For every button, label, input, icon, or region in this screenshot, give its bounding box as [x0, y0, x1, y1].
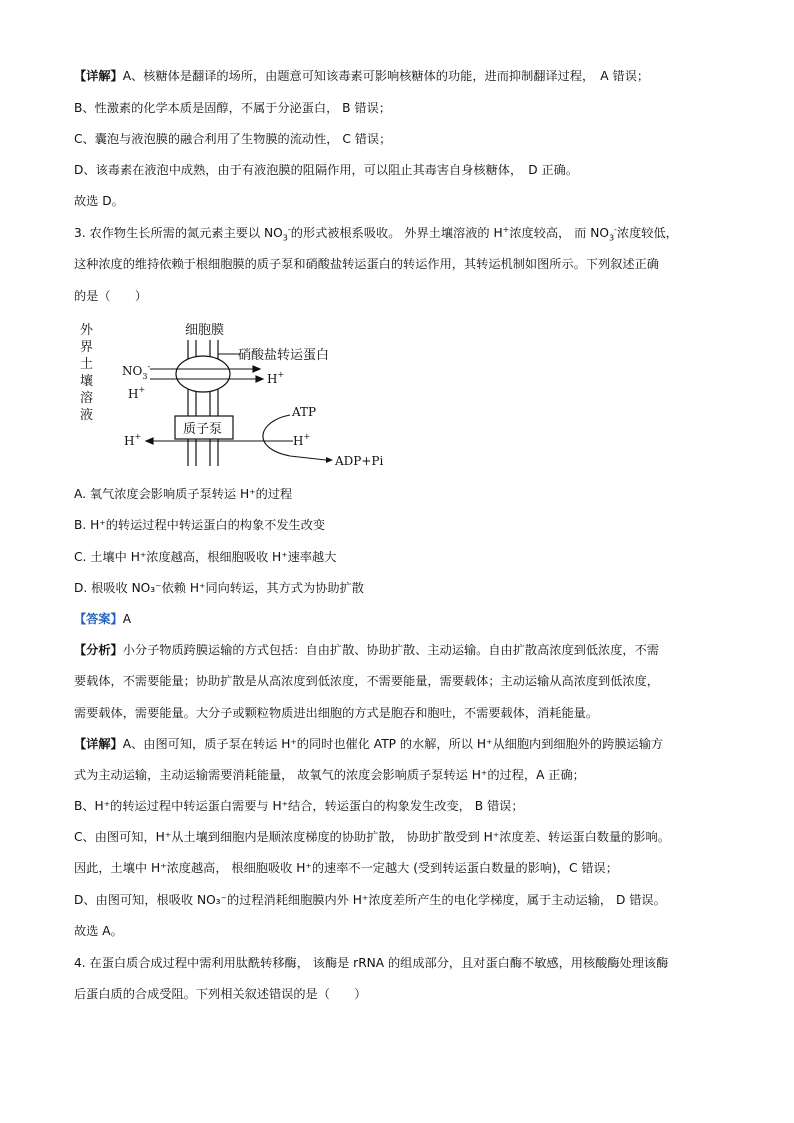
q3-explain-b: B、H⁺的转运过程中转运蛋白需要与 H⁺结合，转运蛋白的构象发生改变， B 错误；: [74, 799, 524, 813]
q3-stem-line1: [74, 225, 724, 241]
question-number: 3.: [74, 226, 86, 240]
label-char: 溶: [80, 391, 94, 406]
superscript: -: [614, 224, 617, 234]
analysis-text: 小分子物质跨膜运输的方式包括：自由扩散、协助扩散、主动运输。自由扩散高浓度到低浓度，不需: [122, 643, 659, 657]
subscript: 3: [282, 233, 288, 243]
label-char: 外: [80, 323, 94, 338]
q3-explain-c2: 因此，土壤中 H⁺浓度越高， 根细胞吸收 H⁺的速率不一定越大 (受到转运蛋白数量的影响)，C 错误；: [74, 861, 618, 875]
option-a: A. 氧气浓度会影响质子泵转运 H⁺的过程: [74, 487, 293, 501]
q4-stem-line1: 4. 在蛋白质合成过程中需利用肽酰转移酶， 该酶是 rRNA 的组成部分，且对蛋白酶不敏感，用核酸酶处理该酶: [74, 956, 669, 970]
option-b: B. H⁺的转运过程中转运蛋白的构象不发生改变: [74, 518, 326, 532]
q4-stem-line2: 后蛋白质的合成受阻。下列相关叙述错误的是（ ）: [74, 987, 367, 1001]
analysis-line1: [74, 642, 724, 658]
atp-label: ATP: [292, 405, 317, 419]
no3-arrowhead: [253, 366, 260, 372]
answer-value: A: [122, 612, 132, 626]
option-c: C. 土壤中 H⁺浓度越高，根细胞吸收 H⁺速率越大: [74, 550, 337, 564]
explain-line-a: [74, 68, 724, 84]
explain-a-text: A、核糖体是翻译的场所，由题意可知该毒素可影响核糖体的功能，进而抑制翻译过程， A 错误；: [122, 69, 650, 83]
q3-explain-a2: 式为主动运输，主动运输需要消耗能量， 故氧气的浓度会影响质子泵转运 H⁺的过程，A 正确；: [74, 768, 585, 782]
answer-tag: 【答案】: [74, 612, 123, 626]
analysis-line2: 要载体，不需要能量；协助扩散是从高浓度到低浓度，不需要能量，需要载体；主动运输从高浓度到低浓度，: [74, 674, 659, 688]
atp-arrowhead: [326, 457, 333, 463]
label-char: 土: [80, 357, 94, 372]
h-right-top-label: H+: [267, 370, 285, 386]
superscript: +: [502, 224, 510, 234]
explain-line-b: B、性激素的化学本质是固醇，不属于分泌蛋白， B 错误；: [74, 101, 391, 115]
q3-stem-line3: 的是（ ）: [74, 289, 148, 303]
adp-label: ADP+Pi: [335, 454, 384, 468]
h-right-bottom-label: H+: [293, 432, 311, 448]
option-d: D. 根吸收 NO₃⁻依赖 H⁺同向转运，其方式为协助扩散: [74, 581, 364, 595]
nitrate-transporter: [176, 356, 230, 392]
explain-tag: 【详解】: [74, 737, 123, 751]
no3-label: $NO_3^-$: [122, 362, 151, 381]
h-in-arrowhead: [256, 376, 263, 382]
q3-stem-line2: 这种浓度的维持依赖于根细胞膜的质子泵和硝酸盐转运蛋白的转运作用，其转运机制如图所示。下列叙述正确: [74, 257, 659, 271]
stem-text: 农作物生长所需的氮元素主要以 NO: [89, 226, 283, 240]
analysis-tag: 【分析】: [74, 643, 123, 657]
label-char: 壤: [80, 374, 94, 389]
q3-explain-c1: C、由图可知，H⁺从土壤到细胞内是顺浓度梯度的协助扩散， 协助扩散受到 H⁺浓度差、转运蛋白数量的影响。: [74, 830, 670, 844]
explain-line-d: D、该毒素在液泡中成熟，由于有液泡膜的阻隔作用，可以阻止其毒害自身核糖体， D 正确。: [74, 163, 579, 177]
q3-explain-a1: [74, 736, 724, 752]
q3-explain-d: D、由图可知，根吸收 NO₃⁻的过程消耗细胞膜内外 H⁺浓度差所产生的电化学梯度，属于主动运输， D 错误。: [74, 893, 666, 907]
label-char: 界: [80, 340, 94, 355]
outside-solution-label: [80, 323, 94, 423]
stem-text: 浓度较高， 而 NO: [509, 226, 609, 240]
explain-tag: 【详解】: [74, 69, 123, 83]
stem-text: 浓度较低，: [616, 226, 678, 240]
label-char: 液: [80, 408, 94, 423]
q3-choose-line: 故选 A。: [74, 924, 123, 938]
h-out-arrowhead: [146, 438, 153, 444]
membrane-label: 细胞膜: [185, 323, 225, 338]
superscript: -: [287, 224, 291, 234]
h-left-bottom-label: H+: [124, 432, 142, 448]
analysis-line3: 需要载体，需要能量。大分子或颗粒物质进出细胞的方式是胞吞和胞吐，不需要载体，消耗能量。: [74, 706, 599, 720]
transporter-label: 硝酸盐转运蛋白: [238, 348, 330, 363]
answer-line: [74, 611, 724, 627]
pump-label: 质子泵: [183, 422, 223, 437]
subscript: 3: [608, 233, 615, 243]
choose-line: 故选 D。: [74, 194, 124, 208]
h-left-top-label: H+: [128, 385, 146, 401]
explain-line-c: C、囊泡与液泡膜的融合利用了生物膜的流动性， C 错误；: [74, 132, 392, 146]
stem-text: 的形式被根系吸收。 外界土壤溶液的 H: [290, 226, 503, 240]
explain-text: A、由图可知，质子泵在转运 H⁺的同时也催化 ATP 的水解，所以 H⁺从细胞内到细胞外的跨膜运输方: [122, 737, 664, 751]
transport-diagram: [78, 318, 398, 478]
